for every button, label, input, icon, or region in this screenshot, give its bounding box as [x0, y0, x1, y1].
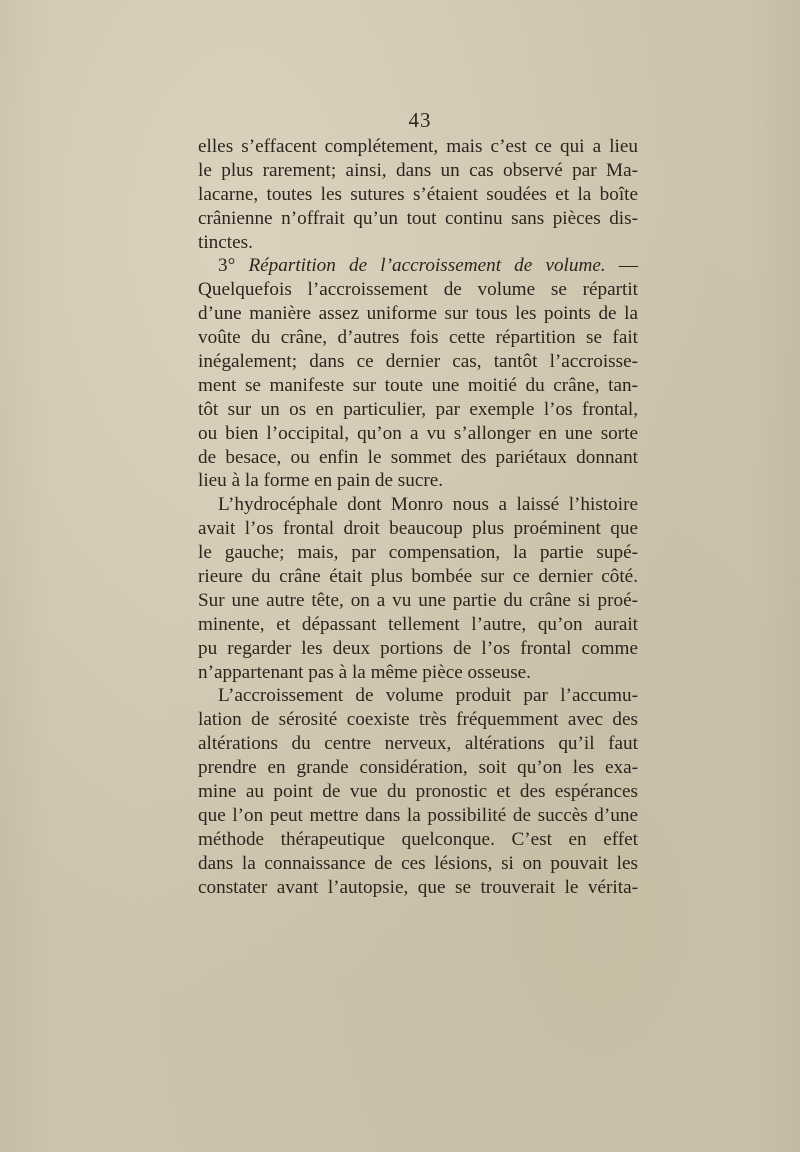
- page-number: 43: [408, 108, 432, 132]
- text-line: lation de sérosité coexiste très fréquemment avec des: [198, 709, 638, 731]
- text-line: Sur une autre tête, on a vu une partie du crâne si proé-: [198, 589, 638, 611]
- text-line: que l’on peut mettre dans la possibilité de succès d’une: [198, 804, 638, 826]
- text-line: prendre en grande considération, soit qu’on les exa-: [198, 757, 638, 779]
- text-line: lacarne, toutes les sutures s’étaient soudées et la boîte: [198, 183, 638, 205]
- text-line: tôt sur un os en particulier, par exemple l’os frontal,: [198, 398, 638, 420]
- text-line: altérations du centre nerveux, altérations qu’il faut: [198, 733, 638, 755]
- text-line: d’une manière assez uniforme sur tous les points de la: [198, 303, 638, 325]
- heading-dash: —: [618, 255, 638, 277]
- text-line: de besace, ou enfin le sommet des pariétaux donnant: [198, 446, 638, 468]
- text-line: tinctes.: [198, 231, 253, 253]
- text-line: rieure du crâne était plus bombée sur ce dernier côté.: [198, 566, 638, 588]
- text-line: lieu à la forme en pain de sucre.: [198, 470, 444, 492]
- text-line: n’appartenant pas à la même pièce osseuse.: [198, 661, 531, 683]
- section-heading: Répartition de l’accroissement de volume.: [248, 255, 606, 277]
- text-line: elles s’effacent complétement, mais c’est ce qui a lieu: [198, 136, 638, 157]
- text-line: Quelquefois l’accroissement de volume se répartit: [198, 279, 638, 301]
- text-line: crânienne n’offrait qu’un tout continu sans pièces dis-: [198, 207, 638, 229]
- text-line: pu regarder les deux portions de l’os frontal comme: [198, 637, 638, 659]
- body-text: [198, 135, 638, 900]
- text-line: dans la connaissance de ces lésions, si on pouvait les: [198, 852, 638, 874]
- section-heading-line: [198, 254, 638, 278]
- section-number: 3°: [218, 255, 236, 277]
- text-line: mine au point de vue du pronostic et des espérances: [198, 781, 638, 803]
- text-line: voûte du crâne, d’autres fois cette répartition se fait: [198, 327, 638, 349]
- text-line: minente, et dépassant tellement l’autre, qu’on aurait: [198, 613, 638, 635]
- text-line: le gauche; mais, par compensation, la partie supé-: [198, 542, 638, 564]
- text-line: avait l’os frontal droit beaucoup plus proéminent que: [198, 518, 638, 540]
- text-line: inégalement; dans ce dernier cas, tantôt l’accroisse-: [198, 351, 638, 373]
- text-line: constater avant l’autopsie, que se trouverait le vérita-: [198, 876, 638, 898]
- text-line: ment se manifeste sur toute une moitié du crâne, tan-: [198, 374, 638, 396]
- text-line: le plus rarement; ainsi, dans un cas observé par Ma-: [198, 159, 638, 181]
- text-line: méthode thérapeutique quelconque. C’est en effet: [198, 828, 638, 850]
- text-line: L’accroissement de volume produit par l’accumu-: [218, 685, 638, 707]
- text-line: ou bien l’occipital, qu’on a vu s’allonger en une sorte: [198, 422, 638, 444]
- text-line: L’hydrocéphale dont Monro nous a laissé l’histoire: [218, 494, 638, 516]
